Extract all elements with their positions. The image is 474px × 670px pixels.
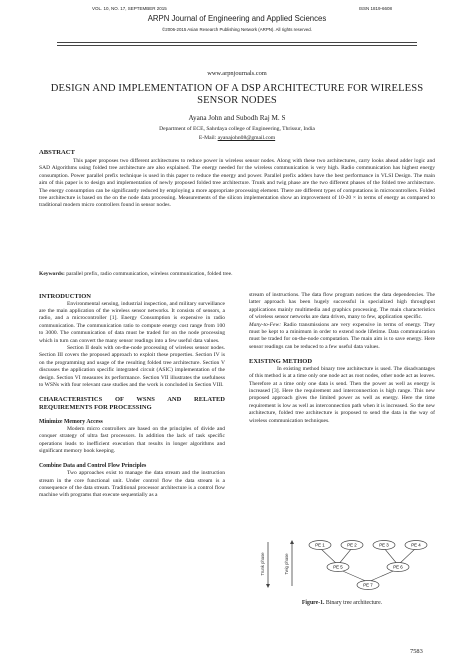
trunk-phase-label: Trunk phase (260, 552, 265, 576)
right-column (249, 292, 435, 425)
keywords-text: parallel prefix, radio communication, wireless communication, folded tree. (66, 271, 233, 277)
volume-info: VOL. 10, NO. 17, SEPTEMBER 2015 (92, 6, 167, 11)
pe-2-node (341, 541, 363, 550)
header-rule-top (57, 42, 417, 43)
pe-3-label: PE 3 (379, 542, 389, 548)
many-to-few-paragraph (249, 322, 435, 352)
journal-website: www.arpnjournals.com (207, 70, 267, 77)
pe-3-node (373, 541, 395, 550)
introduction-heading: INTRODUCTION (39, 293, 92, 300)
twig-phase-label: Twig phase (284, 553, 289, 575)
combine-flow-heading: Combine Data and Control Flow Principles (39, 462, 147, 469)
pe-4-label: PE 4 (411, 542, 421, 548)
abstract-text: This paper proposes two different architectures to reduce power in wireless sensor nodes. Along with these two architectures, carry looks ahead adder logic and SAD Algorithms using folded tree architecture are also explained. The energy needed for the wireless communication is very high. Radio communication has highest energy consumption. Power parallel prefix technique is used in this paper to reduce the energy and power. Parallel prefix adders have the best performance in VLSI Design. The main aim of this paper is to design and implementation of newly proposed folded tree architecture. Trunk and twig phase are the two different phases of the folded tree architecture. The energy consumption can be significantly reduced by employing a more appropriate processing element. There are different types of computations in microcontrollers. Folded tree architecture is based on the on the node data processing. Measurements of the silicon implementation show an improvement of 10-20 × in terms of energy as compared to traditional modern micro controllers found in sensor nodes. (39, 158, 435, 209)
figure-caption (249, 600, 435, 606)
many-to-few-label: Many-to-Few: (249, 321, 282, 328)
page-number: 7583 (410, 648, 423, 655)
pe-4-node (405, 541, 427, 550)
email-link[interactable]: ayanajohn08@gmail.com (217, 135, 276, 141)
pe-7-node (357, 581, 379, 590)
paper-title: DESIGN AND IMPLEMENTATION OF A DSP ARCHITECTURE FOR WIRELESS SENSOR NODES (50, 83, 424, 106)
introduction-paragraph-1: Environmental sensing, industrial inspection, and military surveillance are the main application of the wireless sensor networks. It consists of sensors, a radio, and a microcontroller [1]. Energy Consumption is expensive in radio communication. The communication ratio to compute energy cost range from 100 to 3000. The communication of data must be traded for on the node processing which in turn can convert the many sensor readings into a few useful data values. (39, 300, 225, 344)
journal-name: ARPN Journal of Engineering and Applied Sciences (147, 14, 327, 23)
pe-5-label: PE 5 (333, 564, 343, 570)
binary-tree-figure (258, 536, 444, 594)
minimize-memory-heading: Minimize Memory Access (39, 418, 103, 425)
header-rule-bottom (57, 45, 417, 46)
introduction-paragraph-2: Section II deals with on-the-node processing of wireless sensor nodes. Section III covers the proposed approach to exploit these properties. Section IV is on the programming and usage of the resulting folded tree architecture. Section V discusses the application specific integrated circuit (ASIC) implementation of the design. Section VI measures its performance. Section VII illustrates the usefulness to WSNs with four relevant case studies and the work is concluded in Section VIII. (39, 345, 225, 389)
author-email-line (0, 135, 474, 141)
minimize-memory-text: Modern micro controllers are based on the principles of divide and conquer strategy of ultra fast processors. In addition the lack of task specific operations leads to inefficient execution that results in longer algorithms and significant memory book keeping. (39, 426, 225, 455)
figure-caption-text: Binary tree architecture. (324, 600, 383, 606)
existing-method-heading: EXISTING METHOD (249, 358, 313, 366)
pe-5-node (327, 563, 349, 572)
pe-2-label: PE 2 (347, 542, 357, 548)
figure-caption-label: Figure-1. (301, 600, 325, 606)
existing-method-text: In existing method binary tree architecture is used. The disadvantages of this method is at a time only one node act as root nodes, other node act as leaves. Therefore at a time only one data is send. Then the power as well as energy is increased [3]. Here the requirement and interconnection is high range. This new proposed approach gives the limited power as well as energy. Here the time requirement is low as well as interconnection path when it is increased. So the new architecture, folded tree architecture is proposed to send the data in the way of wireless communication techniques. (249, 365, 435, 424)
pe-6-node (387, 563, 409, 572)
pe-6-label: PE 6 (393, 564, 403, 570)
author-affiliation: Department of ECE, Sahrdaya college of Engineering, Thrissur, India (159, 126, 315, 132)
data-flow-paragraph: stream of instructions. The data flow program notices the data dependencies. The latter approach has been hugely successful in specialized high throughput applications mainly multimedia and graphics processing. The main characteristics of wireless sensor networks are data driven, many to few, application specific. (249, 292, 435, 321)
email-label: E-Mail: (198, 135, 217, 141)
keywords (39, 271, 435, 278)
characteristics-heading: CHARACTERISTICS OF WSNS AND RELATED REQUIREMENTS FOR PROCESSING (39, 396, 225, 412)
paper-authors: Ayana John and Subodh Raj M. S (188, 114, 286, 122)
pe-7-label: PE 7 (363, 582, 373, 588)
keywords-label: Keywords: (39, 271, 65, 277)
pe-1-node (309, 541, 331, 550)
left-column (39, 293, 225, 500)
abstract-heading: ABSTRACT (39, 149, 75, 156)
combine-flow-text: Two approaches exist to manage the data stream and the instruction stream in the core functional unit. Under control flow the data stream is a consequence of the data stream. Traditional processor architecture is a control flow machine with programs that execute sequentially as a (39, 470, 225, 499)
pe-1-label: PE 1 (315, 542, 325, 548)
copyright: ©2006-2015 Asian Research Publishing Network (ARPN). All rights reserved. (162, 27, 312, 32)
issn: ISSN 1819-6608 (358, 6, 392, 11)
many-to-few-text: Radio transmissions are very expensive in terms of energy. They must be kept to a minimum in order to extend node lifetime. Data communication must be traded for on-the-node computation. The main aim is to save energy. Here sensor readings can be reduced to a few useful data values. (249, 321, 435, 350)
